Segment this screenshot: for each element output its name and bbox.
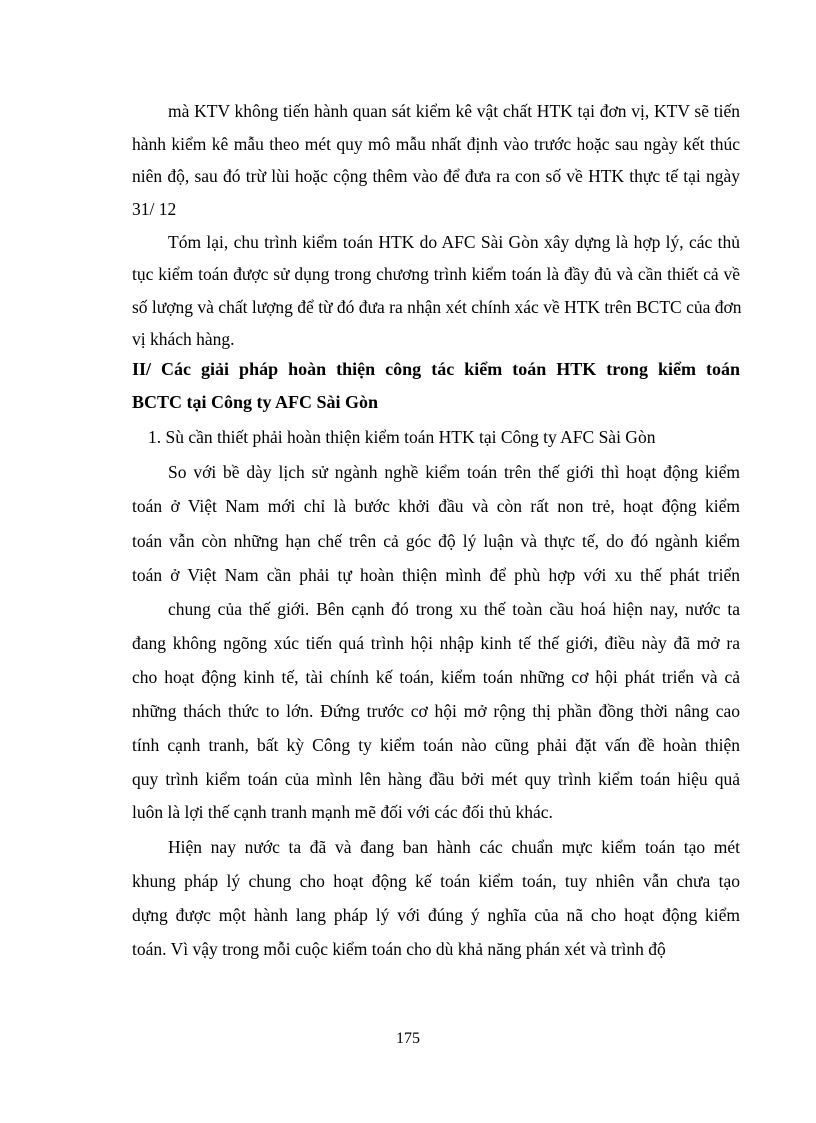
paragraph-4-line-2: khung pháp lý chung cho hoạt động kế toán kiểm toán, tuy nhiên vẫn chưa tạo [132,871,740,891]
paragraph-3-line-5: chung của thế giới. Bên cạnh đó trong xu thế toàn cầu hoá hiện nay, nước ta [168,599,740,619]
paragraph-3-line-10: quy trình kiểm toán của mình lên hàng đầu bởi mét quy trình kiểm toán hiệu quả [132,769,740,789]
section-heading-line-2: BCTC tại Công ty AFC Sài Gòn [132,392,379,412]
paragraph-3-line-11: luôn là lợi thế cạnh tranh mạnh mẽ đối với các đối thủ khác. [132,802,553,822]
paragraph-3-line-9: tính cạnh tranh, bất kỳ Công ty kiểm toán nào cũng phải đặt vấn đề hoàn thiện [132,735,740,755]
section-heading-line-1: II/ Các giải pháp hoàn thiện công tác kiểm toán HTK trong kiểm toán [132,359,740,379]
paragraph-1-line-2: hành kiểm kê mẫu theo mét quy mô mẫu nhất định vào trước hoặc sau ngày kết thúc [132,134,740,154]
paragraph-3-line-2: toán ở Việt Nam mới chỉ là bước khởi đầu và còn rất non trẻ, hoạt động kiểm [132,496,740,516]
paragraph-3-line-4: toán ở Việt Nam cần phải tự hoàn thiện mình để phù hợp với xu thế phát triển [132,565,740,585]
paragraph-3-line-6: đang không ngõng xúc tiến quá trình hội nhập kinh tế thế giới, điều này đã mở ra [132,633,740,653]
paragraph-2-line-2: tục kiểm toán được sử dụng trong chương trình kiểm toán là đầy đủ và cần thiết cả về [132,264,740,284]
paragraph-1-line-3: niên độ, sau đó trừ lùi hoặc cộng thêm vào để đưa ra con số về HTK thực tế tại ngày [132,166,740,186]
paragraph-1-line-1: mà KTV không tiến hành quan sát kiểm kê vật chất HTK tại đơn vị, KTV sẽ tiến [168,101,740,121]
paragraph-4-line-4: toán. Vì vậy trong mỗi cuộc kiểm toán cho dù khả năng phán xét và trình độ [132,939,666,959]
paragraph-2-line-1: Tóm lại, chu trình kiểm toán HTK do AFC Sài Gòn xây dựng là hợp lý, các thủ [168,232,740,252]
paragraph-3-line-8: những thách thức to lớn. Đứng trước cơ hội mở rộng thị phần đồng thời nâng cao [132,701,740,721]
page-number: 175 [396,1030,420,1047]
paragraph-2-line-4: vị khách hàng. [132,329,235,349]
paragraph-3-line-1: So với bề dày lịch sử ngành nghề kiểm toán trên thế giới thì hoạt động kiểm [168,462,740,482]
paragraph-1-line-4: 31/ 12 [132,199,177,219]
paragraph-3-line-7: cho hoạt động kinh tế, tài chính kế toán, kiểm toán những cơ hội phát triển và cả [132,667,740,687]
subsection-heading: 1. Sù cần thiết phải hoàn thiện kiểm toán HTK tại Công ty AFC Sài Gòn [148,427,656,447]
paragraph-4-line-3: dựng được một hành lang pháp lý với đúng ý nghĩa của nã cho hoạt động kiểm [132,905,740,925]
paragraph-4-line-1: Hiện nay nước ta đã và đang ban hành các chuẩn mực kiểm toán tạo mét [168,837,740,857]
paragraph-3-line-3: toán vẫn còn những hạn chế trên cả góc độ lý luận và thực tế, do đó ngành kiểm [132,531,740,551]
paragraph-2-line-3: số lượng và chất lượng để từ đó đưa ra nhận xét chính xác về HTK trên BCTC của đơn [132,297,742,317]
